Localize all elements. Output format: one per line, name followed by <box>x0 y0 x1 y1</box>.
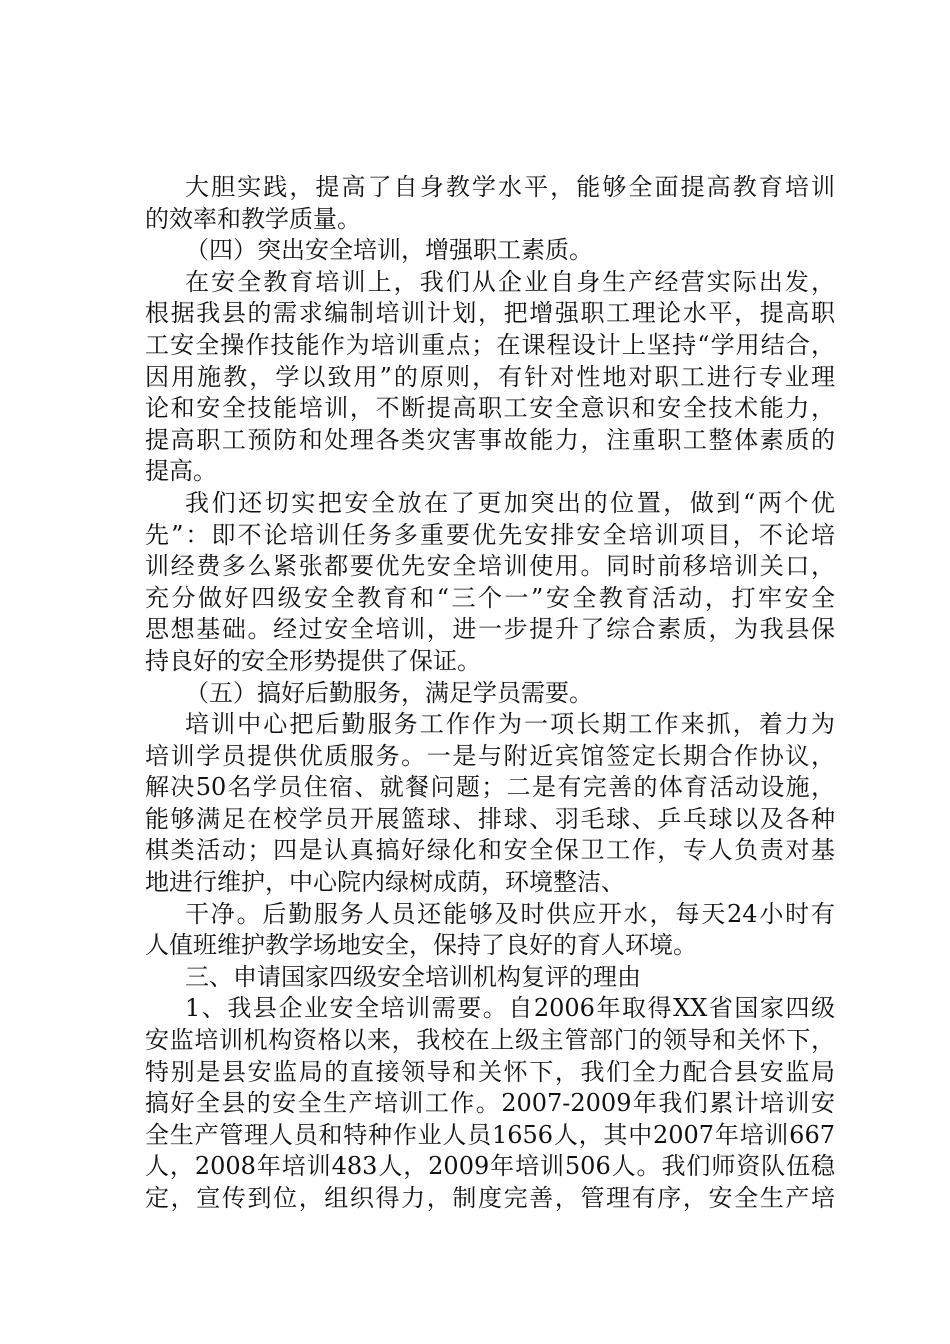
text-line: 大胆实践，提高了自身教学水平，能够全面提高教育培训 <box>185 173 835 201</box>
text-line: 思想基础。经过安全培训，进一步提升了综合素质，为我县保 <box>145 615 835 644</box>
text-line: 人，2008年培训483人，2009年培训506人。我们师资队伍稳 <box>145 1152 835 1181</box>
text-line: 充分做好四级安全教育和“三个一”安全教育活动，打牢安全 <box>145 583 835 612</box>
text-line: 培训中心把后勤服务工作作为一项长期工作来抓，着力为 <box>185 710 835 739</box>
text-line: 持良好的安全形势提供了保证。 <box>145 646 481 675</box>
text-line: 干净。后勤服务人员还能够及时供应开水，每天24小时有 <box>185 899 835 928</box>
text-line: 因用施教，学以致用”的原则，有针对性地对职工进行专业理 <box>145 362 835 391</box>
text-line: 棋类活动；四是认真搞好绿化和安全保卫工作，专人负责对基 <box>145 836 835 865</box>
text-line: （五）搞好后勤服务，满足学员需要。 <box>185 678 593 707</box>
text-line: 全生产管理人员和特种作业人员1656人，其中2007年培训667 <box>145 1120 835 1149</box>
document-body <box>145 172 835 1215</box>
text-line: 先”：即不论培训任务多重要优先安排安全培训项目，不论培 <box>145 520 835 549</box>
text-line: 根据我县的需求编制培训计划，把增强职工理论水平，提高职 <box>145 299 835 328</box>
text-line: 培训学员提供优质服务。一是与附近宾馆签定长期合作协议， <box>145 741 835 770</box>
text-line: 提高职工预防和处理各类灾害事故能力，注重职工整体素质的 <box>145 425 835 454</box>
text-line: 我们还切实把安全放在了更加突出的位置，做到“两个优 <box>185 488 835 517</box>
text-line: 地进行维护，中心院内绿树成荫，环境整洁、 <box>145 868 625 897</box>
text-line: 搞好全县的安全生产培训工作。2007-2009年我们累计培训安 <box>145 1089 835 1118</box>
text-line: 1、我县企业安全培训需要。自2006年取得XX省国家四级 <box>185 994 835 1023</box>
text-line: 工安全操作技能作为培训重点；在课程设计上坚持“学用结合， <box>145 330 835 359</box>
text-line: 提高。 <box>145 457 217 486</box>
text-line: 定，宣传到位，组织得力，制度完善，管理有序，安全生产培 <box>145 1184 835 1212</box>
text-line: 三、申请国家四级安全培训机构复评的理由 <box>185 962 641 991</box>
text-line: 人值班维护教学场地安全，保持了良好的育人环境。 <box>145 931 697 960</box>
text-line: 训经费多么紧张都要优先安全培训使用。同时前移培训关口， <box>145 552 835 581</box>
text-line: 能够满足在校学员开展篮球、排球、羽毛球、乒乓球以及各种 <box>145 804 835 833</box>
text-line: 论和安全技能培训，不断提高职工安全意识和安全技术能力， <box>145 394 835 423</box>
text-line: 解决50名学员住宿、就餐问题；二是有完善的体育活动设施， <box>145 773 835 802</box>
text-line: 在安全教育培训上，我们从企业自身生产经营实际出发， <box>185 267 835 296</box>
text-line: （四）突出安全培训，增强职工素质。 <box>185 236 593 265</box>
text-line: 安监培训机构资格以来，我校在上级主管部门的领导和关怀下， <box>145 1026 835 1055</box>
text-line: 特别是县安监局的直接领导和关怀下，我们全力配合县安监局 <box>145 1057 835 1086</box>
text-line: 的效率和教学质量。 <box>145 204 361 233</box>
